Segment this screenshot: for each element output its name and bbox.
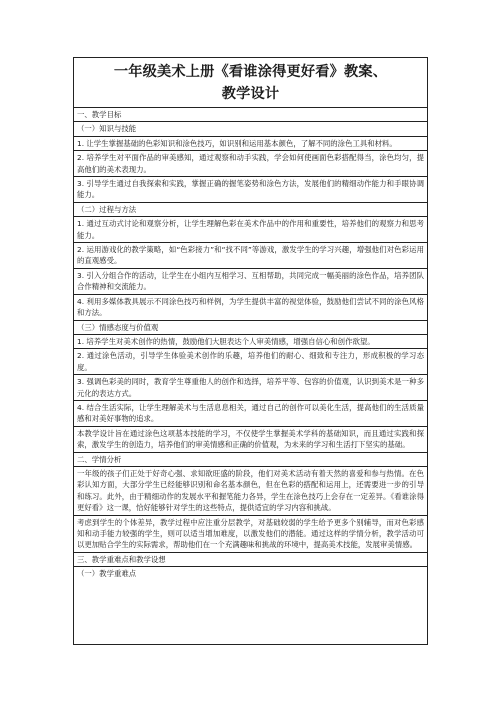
content-row: 二、学情分析 [74, 453, 427, 467]
content-row: 2. 运用游戏化的教学策略，如“色彩接力”和“找不同”等游戏，激发学生的学习兴趣，增强他们对色彩运用的直观感受。 [74, 243, 427, 269]
content-row: 2. 培养学生对平面作品的审美感知，通过观察和动手实践，学会如何使画面色彩搭配得当，涂色均匀，提高他们的美术表现力。 [74, 151, 427, 177]
title-line-1: 一年级美术上册《看谁涂得更好看》教案、 [113, 64, 388, 80]
content-row: （一）知识与技能 [74, 122, 427, 136]
content-row: 1. 让学生掌握基础的色彩知识和涂色技巧，如识别和运用基本颜色，了解不同的涂色工具和材料。 [74, 137, 427, 151]
content-row: （三）情感态度与价值观 [74, 321, 427, 335]
content-row: 3. 引导学生通过自我探索和实践，掌握正确的握笔姿势和涂色方法，发展他们的精细动作能力和手眼协调能力。 [74, 177, 427, 203]
content-row: 一、教学目标 [74, 108, 427, 122]
content-row: 一年级的孩子们正处于好奇心强、求知欲旺盛的阶段，他们对美术活动有着天然的喜爱和参与热情。在色彩认知方面，大部分学生已经能够识别和命名基本颜色，但在色彩的搭配和运用上，还需要进一步的引导和练习。此外，由于精细动作的发展水平和握笔能力各异，学生在涂色技巧上会存在一定差异。《看谁涂得更好看》这一课，恰好能够针对学生的这些特点，提供适宜的学习内容和挑战。 [74, 467, 427, 516]
content-row: 1. 培养学生对美术创作的热情，鼓励他们大胆表达个人审美情感，增强自信心和创作欲望。 [74, 335, 427, 349]
content-row: 三、教学重难点和教学设想 [74, 553, 427, 567]
content-row: 考虑到学生的个体差异，教学过程中应注重分层教学，对基础较弱的学生给予更多个别辅导，而对色彩感知和动手能力较强的学生，则可以适当增加难度，以激发他们的潜能。通过这样的学情分析，教学活动可以更加贴合学生的实际需求，帮助他们在一个充满趣味和挑战的环境中，提高美术技能，发展审美情感。 [74, 516, 427, 553]
content-row: 3. 引入分组合作的活动，让学生在小组内互相学习、互相帮助，共同完成一幅美丽的涂色作品，培养团队合作精神和交流能力。 [74, 269, 427, 295]
document-title [74, 58, 427, 108]
document-table [73, 57, 428, 645]
content-row: 本教学设计旨在通过涂色这项基本技能的学习，不仅使学生掌握美术学科的基础知识，而且通过实践和探索，激发学生的创造力，培养他们的审美情感和正确的价值观，为未来的学习和生活打下坚实的基础。 [74, 427, 427, 453]
content-row: （一）教学重难点 [77, 569, 137, 579]
content-row: 3. 强调色彩美的同时，教育学生尊重他人的创作和选择，培养平等、包容的价值观，认识到美术是一种多元化的表达方式。 [74, 375, 427, 401]
content-rows [74, 108, 427, 581]
content-row: （二）过程与方法 [74, 203, 427, 217]
title-line-2: 教学设计 [221, 86, 280, 102]
content-row: 4. 利用多媒体教具展示不同涂色技巧和样例，为学生提供丰富的视觉体验，鼓励他们尝试不同的涂色风格和方法。 [74, 295, 427, 321]
content-row: 1. 通过互动式讨论和观察分析，让学生理解色彩在美术作品中的作用和重要性，培养他们的观察力和思考能力。 [74, 217, 427, 243]
content-row: 2. 通过涂色活动，引导学生体验美术创作的乐趣，培养他们的耐心、细致和专注力，形成积极的学习态度。 [74, 349, 427, 375]
content-row: 4. 结合生活实际，让学生理解美术与生活息息相关，通过自己的创作可以美化生活，提高他们的生活质量感和对美好事物的追求。 [74, 401, 427, 427]
